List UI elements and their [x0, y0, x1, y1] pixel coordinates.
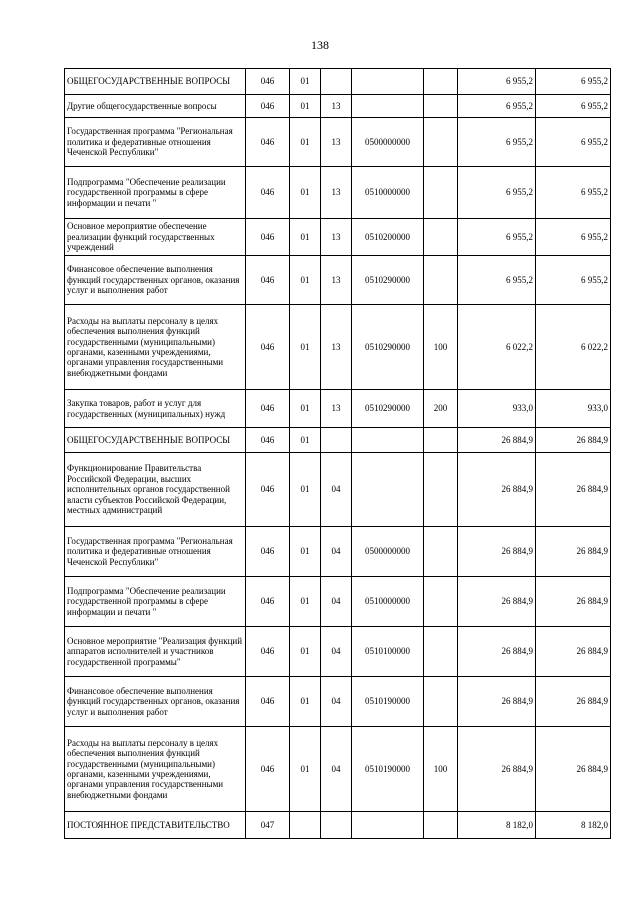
ministry-code: 046	[246, 219, 290, 256]
target-article-code	[352, 453, 424, 527]
amount-2: 933,0	[536, 390, 611, 428]
amount-1: 26 884,9	[458, 677, 536, 727]
amount-1: 26 884,9	[458, 627, 536, 677]
subsection-code	[321, 812, 352, 839]
row-name: ОБЩЕГОСУДАРСТВЕННЫЕ ВОПРОСЫ	[65, 428, 246, 453]
expense-type-code	[424, 677, 458, 727]
section-code	[290, 812, 321, 839]
section-code: 01	[290, 390, 321, 428]
subsection-code: 13	[321, 390, 352, 428]
amount-1: 6 955,2	[458, 256, 536, 305]
subsection-code: 13	[321, 256, 352, 305]
amount-1: 6 955,2	[458, 118, 536, 167]
amount-2: 6 022,2	[536, 305, 611, 390]
amount-1: 26 884,9	[458, 577, 536, 627]
subsection-code: 04	[321, 453, 352, 527]
expense-type-code	[424, 812, 458, 839]
section-code: 01	[290, 167, 321, 219]
expense-type-code	[424, 428, 458, 453]
amount-2: 6 955,2	[536, 167, 611, 219]
ministry-code: 046	[246, 727, 290, 812]
subsection-code	[321, 428, 352, 453]
table-row	[65, 453, 611, 527]
section-code: 01	[290, 453, 321, 527]
target-article-code: 0510190000	[352, 727, 424, 812]
subsection-code: 04	[321, 627, 352, 677]
row-name: Функционирование Правительства Российской Федерации, высших исполнительных органов государственной власти субъектов Российской Федерации, местных администраций	[65, 453, 246, 527]
table-row	[65, 627, 611, 677]
row-name: Основное мероприятие "Реализация функций аппаратов исполнителей и участников государственной программы"	[65, 627, 246, 677]
row-name: Государственная программа "Региональная политика и федеративные отношения Чеченской Республики"	[65, 118, 246, 167]
ministry-code: 046	[246, 95, 290, 118]
amount-1: 6 955,2	[458, 69, 536, 95]
subsection-code	[321, 69, 352, 95]
row-name: Подпрограмма "Обеспечение реализации государственной программы в сфере информации и печати "	[65, 167, 246, 219]
subsection-code: 13	[321, 118, 352, 167]
subsection-code: 13	[321, 95, 352, 118]
amount-2: 26 884,9	[536, 677, 611, 727]
row-name: ПОСТОЯННОЕ ПРЕДСТАВИТЕЛЬСТВО	[65, 812, 246, 839]
table-row	[65, 527, 611, 577]
section-code: 01	[290, 428, 321, 453]
row-name: Подпрограмма "Обеспечение реализации государственной программы в сфере информации и печати "	[65, 577, 246, 627]
subsection-code: 04	[321, 577, 352, 627]
expense-type-code	[424, 627, 458, 677]
target-article-code: 0510000000	[352, 577, 424, 627]
ministry-code: 047	[246, 812, 290, 839]
amount-2: 26 884,9	[536, 627, 611, 677]
table-row	[65, 812, 611, 839]
section-code: 01	[290, 677, 321, 727]
table-row	[65, 577, 611, 627]
table-row	[65, 390, 611, 428]
amount-1: 26 884,9	[458, 727, 536, 812]
ministry-code: 046	[246, 453, 290, 527]
page-number: 138	[311, 38, 329, 52]
target-article-code	[352, 69, 424, 95]
amount-2: 6 955,2	[536, 118, 611, 167]
amount-2: 6 955,2	[536, 69, 611, 95]
subsection-code: 04	[321, 727, 352, 812]
amount-2: 8 182,0	[536, 812, 611, 839]
expense-type-code	[424, 453, 458, 527]
table-row	[65, 69, 611, 95]
row-name: Расходы на выплаты персоналу в целях обеспечения выполнения функций государственными (муниципальными) органами, казенными учреждениями, органами управления государственными внебюджетными фондами	[65, 727, 246, 812]
target-article-code	[352, 812, 424, 839]
amount-2: 6 955,2	[536, 256, 611, 305]
expense-type-code	[424, 577, 458, 627]
table-row	[65, 428, 611, 453]
table-row	[65, 256, 611, 305]
expense-type-code	[424, 256, 458, 305]
amount-1: 6 022,2	[458, 305, 536, 390]
row-name: Основное мероприятие обеспечение реализации функций государственных учреждений	[65, 219, 246, 256]
amount-2: 26 884,9	[536, 577, 611, 627]
target-article-code: 0510100000	[352, 627, 424, 677]
row-name: Расходы на выплаты персоналу в целях обеспечения выполнения функций государственными (муниципальными) органами, казенными учреждениями, органами управления государственными внебюджетными фондами	[65, 305, 246, 390]
target-article-code: 0500000000	[352, 118, 424, 167]
table-row	[65, 677, 611, 727]
expense-type-code: 100	[424, 305, 458, 390]
amount-1: 6 955,2	[458, 95, 536, 118]
amount-2: 26 884,9	[536, 727, 611, 812]
section-code: 01	[290, 118, 321, 167]
target-article-code: 0510290000	[352, 305, 424, 390]
row-name: Финансовое обеспечение выполнения функций государственных органов, оказания услуг и выполнения работ	[65, 677, 246, 727]
amount-2: 6 955,2	[536, 219, 611, 256]
row-name: Финансовое обеспечение выполнения функций государственных органов, оказания услуг и выполнения работ	[65, 256, 246, 305]
subsection-code: 13	[321, 219, 352, 256]
ministry-code: 046	[246, 390, 290, 428]
table-row	[65, 118, 611, 167]
section-code: 01	[290, 527, 321, 577]
expense-type-code	[424, 95, 458, 118]
subsection-code: 04	[321, 677, 352, 727]
ministry-code: 046	[246, 527, 290, 577]
row-name: ОБЩЕГОСУДАРСТВЕННЫЕ ВОПРОСЫ	[65, 69, 246, 95]
amount-1: 26 884,9	[458, 527, 536, 577]
budget-table	[64, 68, 611, 839]
expense-type-code	[424, 219, 458, 256]
expense-type-code	[424, 527, 458, 577]
ministry-code: 046	[246, 256, 290, 305]
target-article-code: 0510290000	[352, 390, 424, 428]
row-name: Другие общегосударственные вопросы	[65, 95, 246, 118]
table-row	[65, 727, 611, 812]
section-code: 01	[290, 577, 321, 627]
row-name: Закупка товаров, работ и услуг для государственных (муниципальных) нужд	[65, 390, 246, 428]
table-row	[65, 305, 611, 390]
section-code: 01	[290, 95, 321, 118]
expense-type-code	[424, 167, 458, 219]
table-row	[65, 167, 611, 219]
amount-1: 8 182,0	[458, 812, 536, 839]
subsection-code: 13	[321, 167, 352, 219]
section-code: 01	[290, 256, 321, 305]
row-name: Государственная программа "Региональная политика и федеративные отношения Чеченской Республики"	[65, 527, 246, 577]
ministry-code: 046	[246, 118, 290, 167]
amount-1: 6 955,2	[458, 219, 536, 256]
expense-type-code: 200	[424, 390, 458, 428]
amount-2: 26 884,9	[536, 428, 611, 453]
ministry-code: 046	[246, 167, 290, 219]
expense-type-code: 100	[424, 727, 458, 812]
ministry-code: 046	[246, 428, 290, 453]
expense-type-code	[424, 118, 458, 167]
target-article-code: 0510290000	[352, 256, 424, 305]
expense-type-code	[424, 69, 458, 95]
amount-2: 26 884,9	[536, 527, 611, 577]
amount-1: 26 884,9	[458, 428, 536, 453]
target-article-code: 0510190000	[352, 677, 424, 727]
target-article-code	[352, 95, 424, 118]
amount-1: 26 884,9	[458, 453, 536, 527]
ministry-code: 046	[246, 627, 290, 677]
target-article-code	[352, 428, 424, 453]
ministry-code: 046	[246, 69, 290, 95]
target-article-code: 0510000000	[352, 167, 424, 219]
amount-2: 6 955,2	[536, 95, 611, 118]
section-code: 01	[290, 219, 321, 256]
section-code: 01	[290, 305, 321, 390]
amount-1: 933,0	[458, 390, 536, 428]
section-code: 01	[290, 727, 321, 812]
ministry-code: 046	[246, 305, 290, 390]
table-row	[65, 95, 611, 118]
section-code: 01	[290, 69, 321, 95]
table-row	[65, 219, 611, 256]
amount-1: 6 955,2	[458, 167, 536, 219]
target-article-code: 0510200000	[352, 219, 424, 256]
ministry-code: 046	[246, 677, 290, 727]
amount-2: 26 884,9	[536, 453, 611, 527]
subsection-code: 13	[321, 305, 352, 390]
target-article-code: 0500000000	[352, 527, 424, 577]
section-code: 01	[290, 627, 321, 677]
ministry-code: 046	[246, 577, 290, 627]
subsection-code: 04	[321, 527, 352, 577]
